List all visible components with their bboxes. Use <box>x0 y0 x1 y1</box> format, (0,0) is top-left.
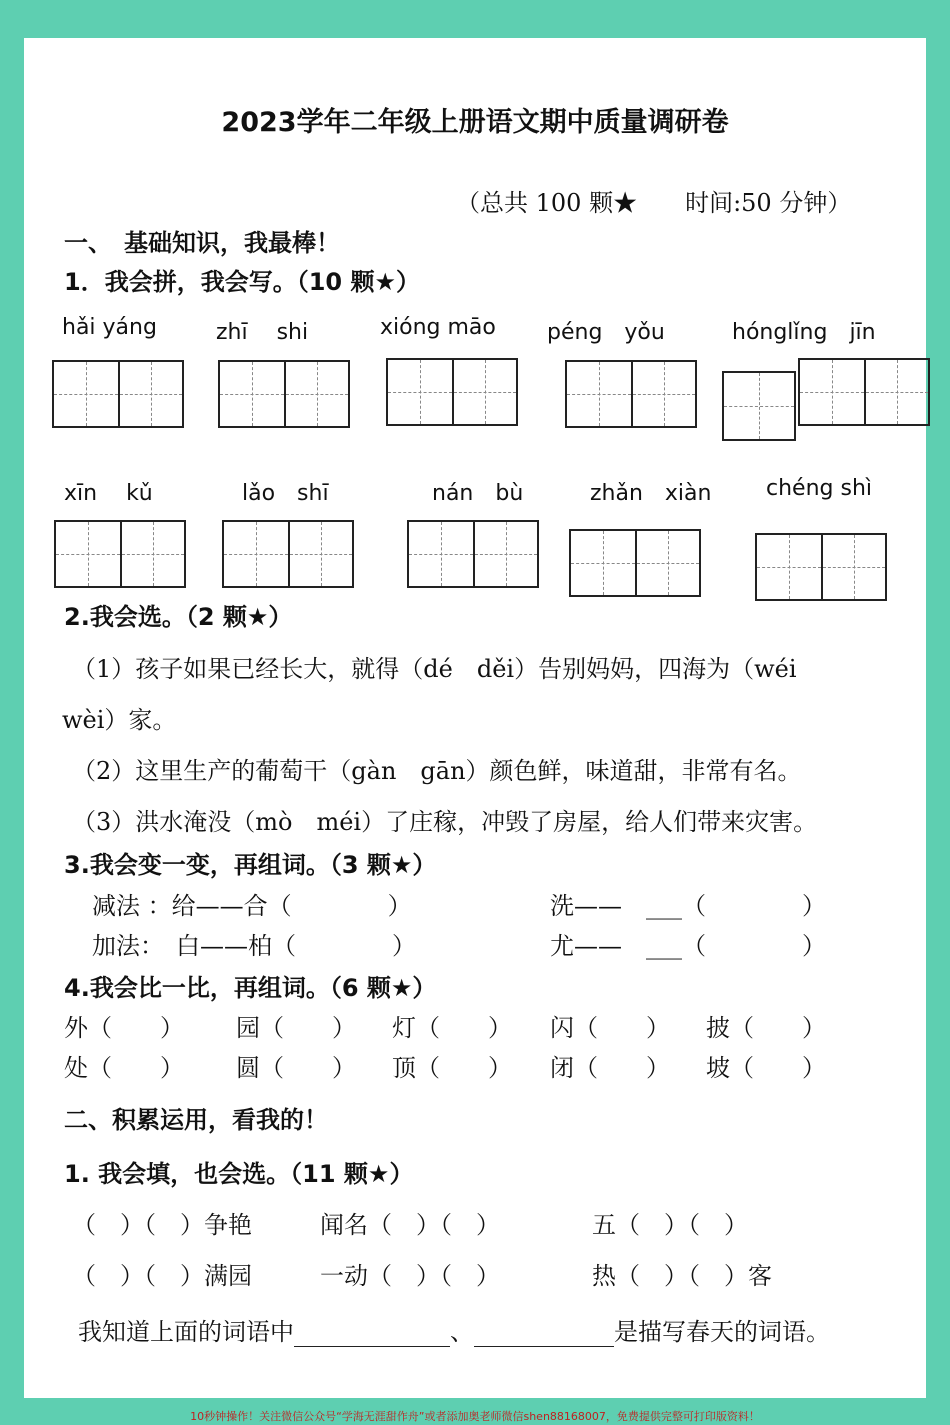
question-3-heading: 3.我会变一变，再组词。（3 颗★） <box>64 851 437 879</box>
writing-grid[interactable] <box>755 533 887 601</box>
q4-item: 坡（ ） <box>706 1054 826 1082</box>
pinyin-laoshi: lǎo shī <box>242 481 329 506</box>
question-2-heading: 2.我会选。（2 颗★） <box>64 603 293 631</box>
fill-item: 闻名（ ）（ ） <box>320 1211 500 1239</box>
q4-item: 圆（ ） <box>236 1054 356 1082</box>
answer-blank-1[interactable] <box>294 1318 450 1347</box>
writing-grid[interactable] <box>386 358 518 426</box>
q3-addition: 加法： 白——柏（ ） <box>92 932 416 960</box>
page-title: 2023学年二年级上册语文期中质量调研卷 <box>221 107 729 138</box>
writing-grid[interactable] <box>565 360 697 428</box>
q2-item-3: （3）洪水淹没（mò méi）了庄稼，冲毁了房屋，给人们带来灾害。 <box>72 808 818 836</box>
final-sentence-start: 我知道上面的词语中 <box>78 1318 294 1346</box>
pinyin-zhanxian: zhǎn xiàn <box>590 481 712 506</box>
pinyin-nanbu: nán bù <box>432 481 524 506</box>
pinyin-pengyou: péng yǒu <box>547 320 665 345</box>
question-4-heading: 4.我会比一比，再组词。（6 颗★） <box>64 974 437 1002</box>
section-1-heading: 一、 基础知识，我最棒！ <box>64 229 340 257</box>
pinyin-honglingjin: hónglǐng jīn <box>732 320 876 345</box>
writing-grid[interactable] <box>722 371 796 441</box>
pinyin-haiyang: hǎi yáng <box>62 315 157 340</box>
score-time-info: （总共 100 颗★ 时间:50 分钟） <box>456 189 852 217</box>
q4-item: 闪（ ） <box>550 1014 670 1042</box>
writing-grid[interactable] <box>569 529 701 597</box>
q4-item: 处（ ） <box>64 1054 184 1082</box>
q3-subtraction: 减法 ：给——合（ ） <box>92 892 412 920</box>
final-sentence-sep: 、 <box>450 1318 474 1346</box>
pinyin-chengshi: chéng shì <box>766 476 872 501</box>
writing-grid[interactable] <box>222 520 354 588</box>
q4-item: 顶（ ） <box>392 1054 512 1082</box>
q3-subtraction-2: 洗—— ___（ ） <box>550 892 826 920</box>
writing-grid[interactable] <box>52 360 184 428</box>
exam-paper <box>24 38 926 1398</box>
fill-item: 热（ ）（ ）客 <box>592 1262 772 1290</box>
pinyin-zhishi: zhī shi <box>216 320 309 345</box>
writing-grid[interactable] <box>218 360 350 428</box>
final-sentence <box>78 1312 830 1347</box>
fill-item: （ ）（ ）满园 <box>72 1262 252 1290</box>
fill-item: 一动（ ）（ ） <box>320 1262 500 1290</box>
q2-item-2: （2）这里生产的葡萄干（gàn gān）颜色鲜，味道甜，非常有名。 <box>72 757 802 785</box>
q2-item-1-line-2: wèi）家。 <box>62 706 177 734</box>
q4-item: 外（ ） <box>64 1014 184 1042</box>
q2-item-1-line-1: （1）孩子如果已经长大，就得（dé děi）告别妈妈，四海为（wéi <box>72 655 797 683</box>
question-1-heading: 1．我会拼，我会写。（10 颗★） <box>64 268 420 296</box>
q4-item: 园（ ） <box>236 1014 356 1042</box>
promo-footer: 10秒钟操作！关注微信公众号“学海无涯甜作舟”或者添加奥老师微信shen88168007，免费提供完整可打印版资料！ <box>190 1410 760 1423</box>
q4-item: 披（ ） <box>706 1014 826 1042</box>
q3-addition-2: 尤—— ___（ ） <box>550 932 826 960</box>
section-2-heading: 二、积累运用，看我的！ <box>64 1106 328 1134</box>
writing-grid[interactable] <box>407 520 539 588</box>
writing-grid[interactable] <box>798 358 930 426</box>
fill-item: 五（ ）（ ） <box>592 1211 748 1239</box>
q4-item: 灯（ ） <box>392 1014 512 1042</box>
writing-grid[interactable] <box>54 520 186 588</box>
fill-item: （ ）（ ）争艳 <box>72 1211 252 1239</box>
s2-question-1-heading: 1. 我会填，也会选。（11 颗★） <box>64 1160 414 1188</box>
final-sentence-end: 是描写春天的词语。 <box>614 1318 830 1346</box>
q4-item: 闭（ ） <box>550 1054 670 1082</box>
answer-blank-2[interactable] <box>474 1318 614 1347</box>
pinyin-xiongmao: xióng māo <box>380 315 496 340</box>
pinyin-xinku: xīn kǔ <box>64 481 153 506</box>
